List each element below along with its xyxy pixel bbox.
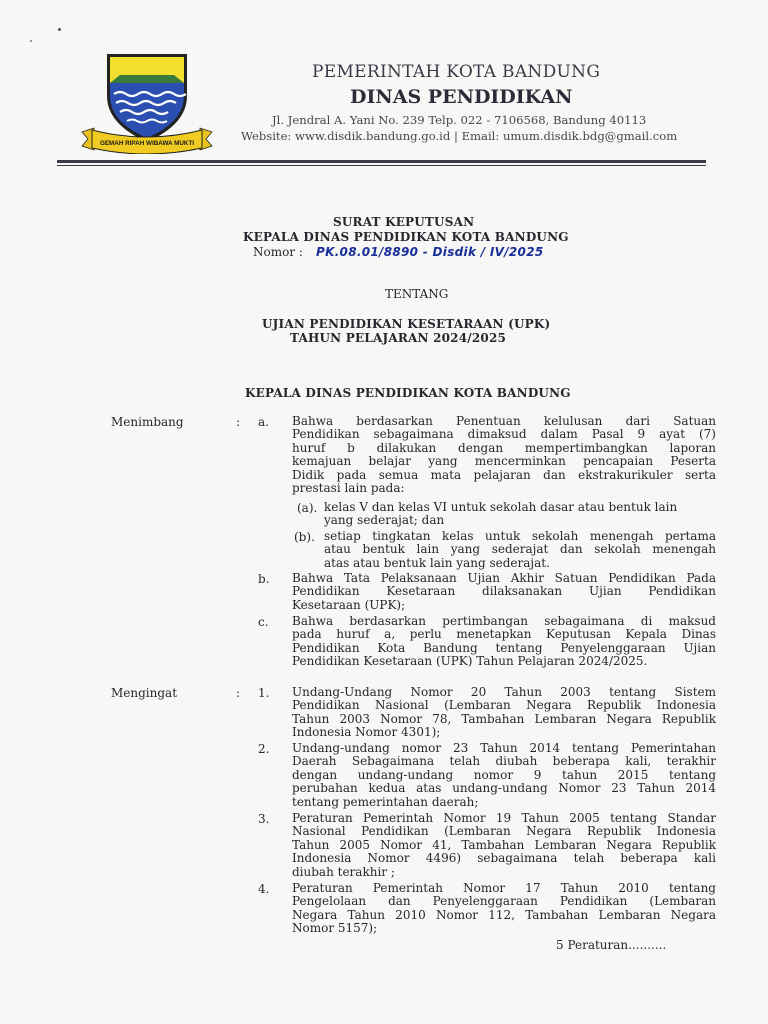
text-line: Pendidikan Kota Bandung tentang Penyelenggaraan Ujian — [292, 640, 716, 655]
item-marker: 2. — [258, 742, 270, 756]
mengingat-item-1 — [292, 686, 716, 740]
about-label: TENTANG — [385, 287, 449, 301]
subitem-marker: (b). — [294, 530, 315, 544]
subject-line-1: UJIAN PENDIDIKAN KESETARAAN (UPK) — [262, 317, 551, 331]
item-marker: 1. — [258, 686, 270, 700]
letterhead-rule-thick — [57, 160, 706, 163]
mengingat-item-3 — [292, 812, 716, 879]
decree-number-label: Nomor : — [253, 245, 303, 259]
item-marker: b. — [258, 572, 270, 586]
text-line: Bahwa Tata Pelaksanaan Ujian Akhir Satuan Pendidikan Pada — [292, 571, 716, 585]
text-line: Bahwa berdasarkan pertimbangan sebagaimana di maksud — [292, 614, 716, 628]
mengingat-colon: : — [236, 686, 241, 700]
subject-line-2: TAHUN PELAJARAN 2024/2025 — [290, 331, 507, 345]
text-line: Didik pada semua mata pelajaran dan ekstrakurikuler serta — [292, 467, 716, 482]
text-line: Tahun 2005 Nomor 41, Tambahan Lembaran Negara Republik — [292, 837, 716, 852]
authority-heading: KEPALA DINAS PENDIDIKAN KOTA BANDUNG — [245, 386, 571, 400]
letterhead-rule-thin — [57, 165, 706, 166]
menimbang-item-b — [292, 572, 716, 612]
item-marker: a. — [258, 415, 269, 429]
text-line: setiap tingkatan kelas untuk sekolah menengah pertama — [324, 529, 716, 543]
scan-mark — [30, 40, 32, 42]
text-line: Pendidikan Kesetaraan dilaksanakan Ujian Pendidikan — [292, 584, 716, 599]
text-line: Negara Tahun 2010 Nomor 112, Tambahan Lembaran Negara — [292, 907, 716, 922]
text-line: Nasional Pendidikan (Lembaran Negara Republik Indonesia — [292, 824, 716, 839]
bandung-crest-logo — [80, 50, 214, 154]
mengingat-label: Mengingat — [111, 686, 178, 700]
menimbang-label: Menimbang — [111, 415, 184, 429]
text-line: Peraturan Pemerintah Nomor 19 Tahun 2005 tentang Standar — [292, 811, 716, 825]
scan-mark — [58, 28, 61, 31]
text-line: Pendidikan sebagaimana dimaksud dalam Pasal 9 ayat (7) — [292, 427, 716, 442]
text-line: Bahwa berdasarkan Penentuan kelulusan dari Satuan — [292, 414, 716, 428]
text-line: tentang pemerintahan daerah; — [292, 794, 479, 809]
text-line: Pendidikan Nasional (Lembaran Negara Republik Indonesia — [292, 698, 716, 713]
text-line: perubahan kedua atas undang-undang Nomor 23 Tahun 2014 — [292, 781, 716, 796]
text-line: Nomor 5157); — [292, 921, 378, 936]
item-marker: 4. — [258, 882, 270, 896]
text-line: Pengelolaan dan Penyelenggaraan Pendidikan (Lembaran — [292, 894, 716, 909]
decree-issuer: KEPALA DINAS PENDIDIKAN KOTA BANDUNG — [243, 230, 569, 244]
text-line: diubah terakhir ; — [292, 864, 395, 879]
text-line: Indonesia Nomor 4301); — [292, 725, 441, 740]
text-line: atas atau bentuk lain yang sederajat. — [324, 555, 550, 570]
menimbang-item-a — [292, 415, 716, 495]
text-line: Kesetaraan (UPK); — [292, 597, 406, 612]
item-marker: 3. — [258, 812, 270, 826]
item-marker: c. — [258, 615, 269, 629]
decree-type: SURAT KEPUTUSAN — [333, 215, 475, 229]
text-line: kemajuan belajar yang mencerminkan pencapaian Peserta — [292, 454, 716, 469]
department-name: DINAS PENDIDIKAN — [350, 86, 573, 108]
government-name: PEMERINTAH KOTA BANDUNG — [312, 62, 601, 82]
text-line: Peraturan Pemerintah Nomor 17 Tahun 2010 tentang — [292, 881, 716, 895]
subitem-marker: (a). — [297, 501, 318, 515]
office-address: Jl. Jendral A. Yani No. 239 Telp. 022 - 7106568, Bandung 40113 — [272, 113, 647, 127]
menimbang-item-c — [292, 615, 716, 669]
menimbang-colon: : — [236, 415, 241, 429]
mengingat-item-4 — [292, 882, 716, 936]
decree-number-handwritten: PK.08.01/8890 - Disdik / IV/2025 — [316, 245, 544, 259]
text-line: Indonesia Nomor 4496) sebagaimana telah beberapa kali — [292, 851, 716, 866]
text-line: Pendidikan Kesetaraan (UPK) Tahun Pelajaran 2024/2025. — [292, 654, 648, 669]
text-line: atau bentuk lain yang sederajat dan sekolah menengah — [324, 542, 716, 557]
text-line: Daerah Sebagaimana telah diubah beberapa kali, terakhir — [292, 754, 716, 769]
mengingat-item-2 — [292, 742, 716, 809]
menimbang-subitem-b — [324, 530, 716, 570]
text-line: Undang-Undang Nomor 20 Tahun 2003 tentang Sistem — [292, 685, 716, 699]
text-line: dengan undang-undang nomor 9 tahun 2015 tentang — [292, 767, 716, 782]
logo-motto-text: GEMAH RIPAH WIBAWA MUKTI — [99, 140, 195, 147]
page-continuation: 5 Peraturan.......... — [556, 938, 667, 952]
text-line: prestasi lain pada: — [292, 480, 405, 495]
text-line: yang sederajat; dan — [324, 513, 445, 528]
text-line: huruf b dilakukan dengan mempertimbangkan laporan — [292, 440, 716, 455]
menimbang-subitem-a — [324, 501, 716, 528]
text-line: pada huruf a, perlu menetapkan Keputusan Kepala Dinas — [292, 627, 716, 642]
text-line: Undang-undang nomor 23 Tahun 2014 tentang Pemerintahan — [292, 741, 716, 755]
text-line: Tahun 2003 Nomor 78, Tambahan Lembaran Negara Republik — [292, 711, 716, 726]
text-line: kelas V dan kelas VI untuk sekolah dasar atau bentuk lain — [324, 500, 678, 514]
website-email: Website: www.disdik.bandung.go.id | Email: umum.disdik.bdg@gmail.com — [241, 129, 678, 143]
